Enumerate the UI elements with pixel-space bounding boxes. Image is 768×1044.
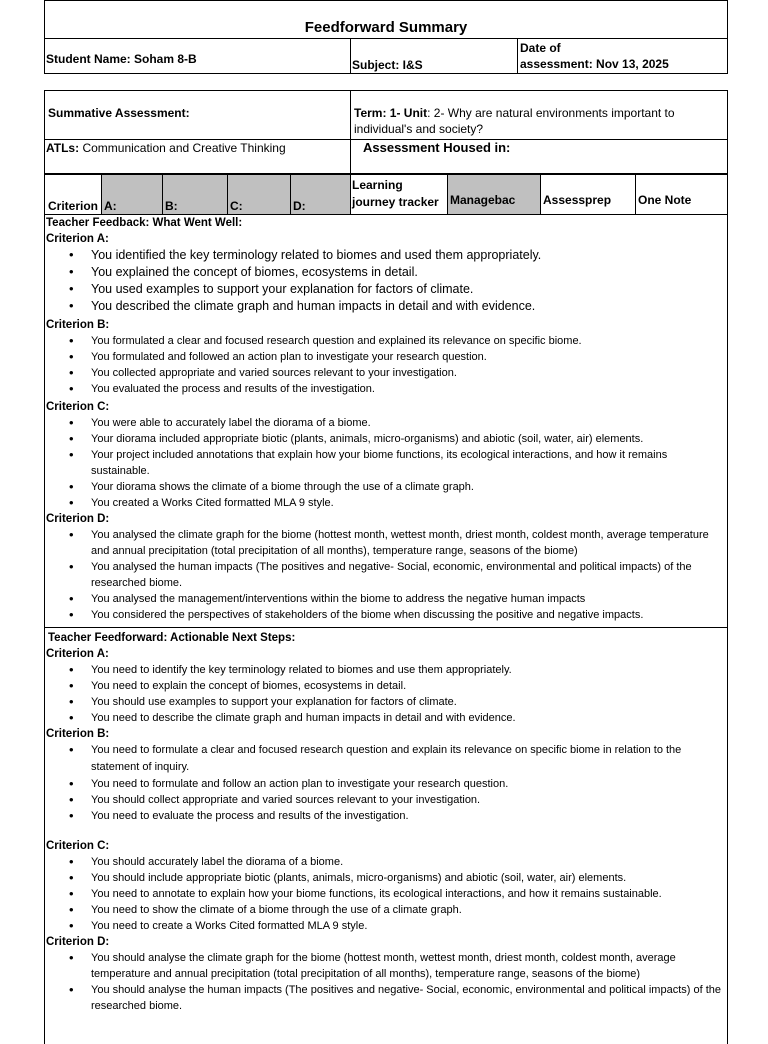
ljt-line-2: journey tracker — [352, 195, 439, 209]
assessment-info — [44, 90, 728, 174]
learning-journey-tracker — [352, 177, 439, 211]
next-steps-criterion-c-list — [45, 854, 727, 934]
went-well-criterion-c-heading: Criterion C: — [46, 401, 110, 413]
list-item: • You evaluated the process and results of the investigation. — [91, 381, 727, 397]
assessment-housed-label: Assessment Housed in: — [363, 140, 511, 155]
list-item: • You used examples to support your explanation for factors of climate. — [91, 281, 727, 298]
went-well-criterion-a-list — [45, 247, 727, 315]
list-item: • Your project included annotations that explain how your biome functions, its ecological interactions, and how it remains sustainable. — [91, 447, 727, 479]
list-item: • You need to evaluate the process and results of the investigation. — [91, 808, 727, 824]
atls-label: ATLs: — [46, 141, 80, 155]
criterion-row — [44, 174, 728, 215]
list-item: • You need to show the climate of a biome through the use of a climate graph. — [91, 902, 727, 918]
section-divider — [45, 627, 727, 628]
criterion-label: Criterion — [48, 199, 99, 213]
student-info-row — [44, 38, 728, 74]
feedback-section — [44, 214, 728, 1044]
list-item: • You explained the concept of biomes, ecosystems in detail. — [91, 264, 727, 281]
criterion-d-cell: D: — [293, 199, 306, 213]
went-well-heading: Teacher Feedback: What Went Well: — [46, 217, 243, 229]
list-item: • You should include appropriate biotic (plants, animals, micro-organisms) and abiotic (soil, water, air) elements. — [91, 870, 727, 886]
criterion-b-cell: B: — [165, 199, 178, 213]
list-item: • You analysed the human impacts (The positives and negative- Social, economic, environmental and political impacts) of the researched biome. — [91, 559, 727, 591]
atls-text: Communication and Creative Thinking — [79, 141, 286, 155]
list-item: • You described the climate graph and human impacts in detail and with evidence. — [91, 298, 727, 315]
went-well-criterion-d-heading: Criterion D: — [46, 513, 110, 525]
list-item: • You formulated a clear and focused research question and explained its relevance on specific biome. — [91, 333, 727, 349]
atls — [46, 141, 286, 155]
next-steps-criterion-c-heading: Criterion C: — [46, 840, 110, 852]
next-steps-criterion-a-list — [45, 662, 727, 726]
one-note: One Note — [638, 193, 692, 207]
list-item: • You formulated and followed an action plan to investigate your research question. — [91, 349, 727, 365]
next-steps-criterion-b-list — [45, 742, 727, 824]
list-item: • You analysed the management/interventions within the biome to address the negative human impacts — [91, 591, 727, 607]
went-well-criterion-d-list — [45, 527, 727, 623]
term-text: : 2- Why are natural environments important to individual's and society? — [354, 106, 675, 136]
list-item: • You need to identify the key terminology related to biomes and use them appropriately. — [91, 662, 727, 678]
term-label: Term: 1- Unit — [354, 106, 428, 120]
next-steps-criterion-b-heading: Criterion B: — [46, 728, 110, 740]
went-well-criterion-b-heading: Criterion B: — [46, 319, 110, 331]
list-item: • You should analyse the human impacts (The positives and negative- Social, economic, environmental and political impacts) of the researched biome. — [91, 982, 727, 1014]
list-item: • You need to formulate a clear and focused research question and explain its relevance on specific biome in relation to the statement of inquiry. — [91, 742, 727, 776]
list-item: • You should collect appropriate and varied sources relevant to your investigation. — [91, 792, 727, 808]
list-item: • You considered the perspectives of stakeholders of the biome when discussing the positive and negative impacts. — [91, 607, 727, 623]
list-item: • You analysed the climate graph for the biome (hottest month, wettest month, driest month, coldest month, average temperature and annual precipitation (total precipitation of all months), temperature range, seasons of the biome) — [91, 527, 727, 559]
criterion-a-cell: A: — [104, 199, 117, 213]
criterion-c-cell: C: — [230, 199, 243, 213]
list-item: • You were able to accurately label the diorama of a biome. — [91, 415, 727, 431]
next-steps-criterion-d-heading: Criterion D: — [46, 936, 110, 948]
assessment-date — [520, 40, 669, 72]
date-value: assessment: Nov 13, 2025 — [520, 57, 669, 71]
went-well-criterion-a-heading: Criterion A: — [46, 233, 109, 245]
next-steps-criterion-d-list — [45, 950, 727, 1014]
managebac: Managebac — [450, 193, 516, 207]
list-item: • You collected appropriate and varied sources relevant to your investigation. — [91, 365, 727, 381]
went-well-section — [45, 215, 727, 623]
list-item: • You created a Works Cited formatted MLA 9 style. — [91, 495, 727, 511]
subject: Subject: I&S — [352, 58, 423, 72]
assessprep: Assessprep — [543, 193, 612, 207]
list-item: • You need to explain the concept of biomes, ecosystems in detail. — [91, 678, 727, 694]
next-steps-criterion-a-heading: Criterion A: — [46, 648, 109, 660]
summative-assessment-label: Summative Assessment: — [48, 106, 190, 120]
date-label: Date of — [520, 41, 561, 55]
list-item: • You need to formulate and follow an action plan to investigate your research question. — [91, 776, 727, 792]
list-item: • You need to annotate to explain how your biome functions, its ecological interactions, and how it remains sustainable. — [91, 886, 727, 902]
list-item: • You identified the key terminology related to biomes and used them appropriately. — [91, 247, 727, 264]
ljt-line-1: Learning — [352, 178, 403, 192]
list-item: • You should accurately label the diorama of a biome. — [91, 854, 727, 870]
next-steps-section — [45, 630, 727, 1014]
list-item: • Your diorama included appropriate biotic (plants, animals, micro-organisms) and abiotic (soil, water, air) elements. — [91, 431, 727, 447]
list-item: • You should analyse the climate graph for the biome (hottest month, wettest month, driest month, coldest month, average temperature and annual precipitation (total precipitation of all months), temperature range, seasons of the biome) — [91, 950, 727, 982]
went-well-criterion-c-list — [45, 415, 727, 511]
list-item: • You need to create a Works Cited formatted MLA 9 style. — [91, 918, 727, 934]
term-unit — [354, 105, 724, 137]
list-item: • You need to describe the climate graph and human impacts in detail and with evidence. — [91, 710, 727, 726]
list-item: • Your diorama shows the climate of a biome through the use of a climate graph. — [91, 479, 727, 495]
document-title: Feedforward Summary — [44, 0, 728, 39]
went-well-criterion-b-list — [45, 333, 727, 397]
list-item: • You should use examples to support your explanation for factors of climate. — [91, 694, 727, 710]
next-steps-heading: Teacher Feedforward: Actionable Next Steps: — [48, 632, 296, 644]
student-name: Student Name: Soham 8-B — [46, 52, 197, 66]
